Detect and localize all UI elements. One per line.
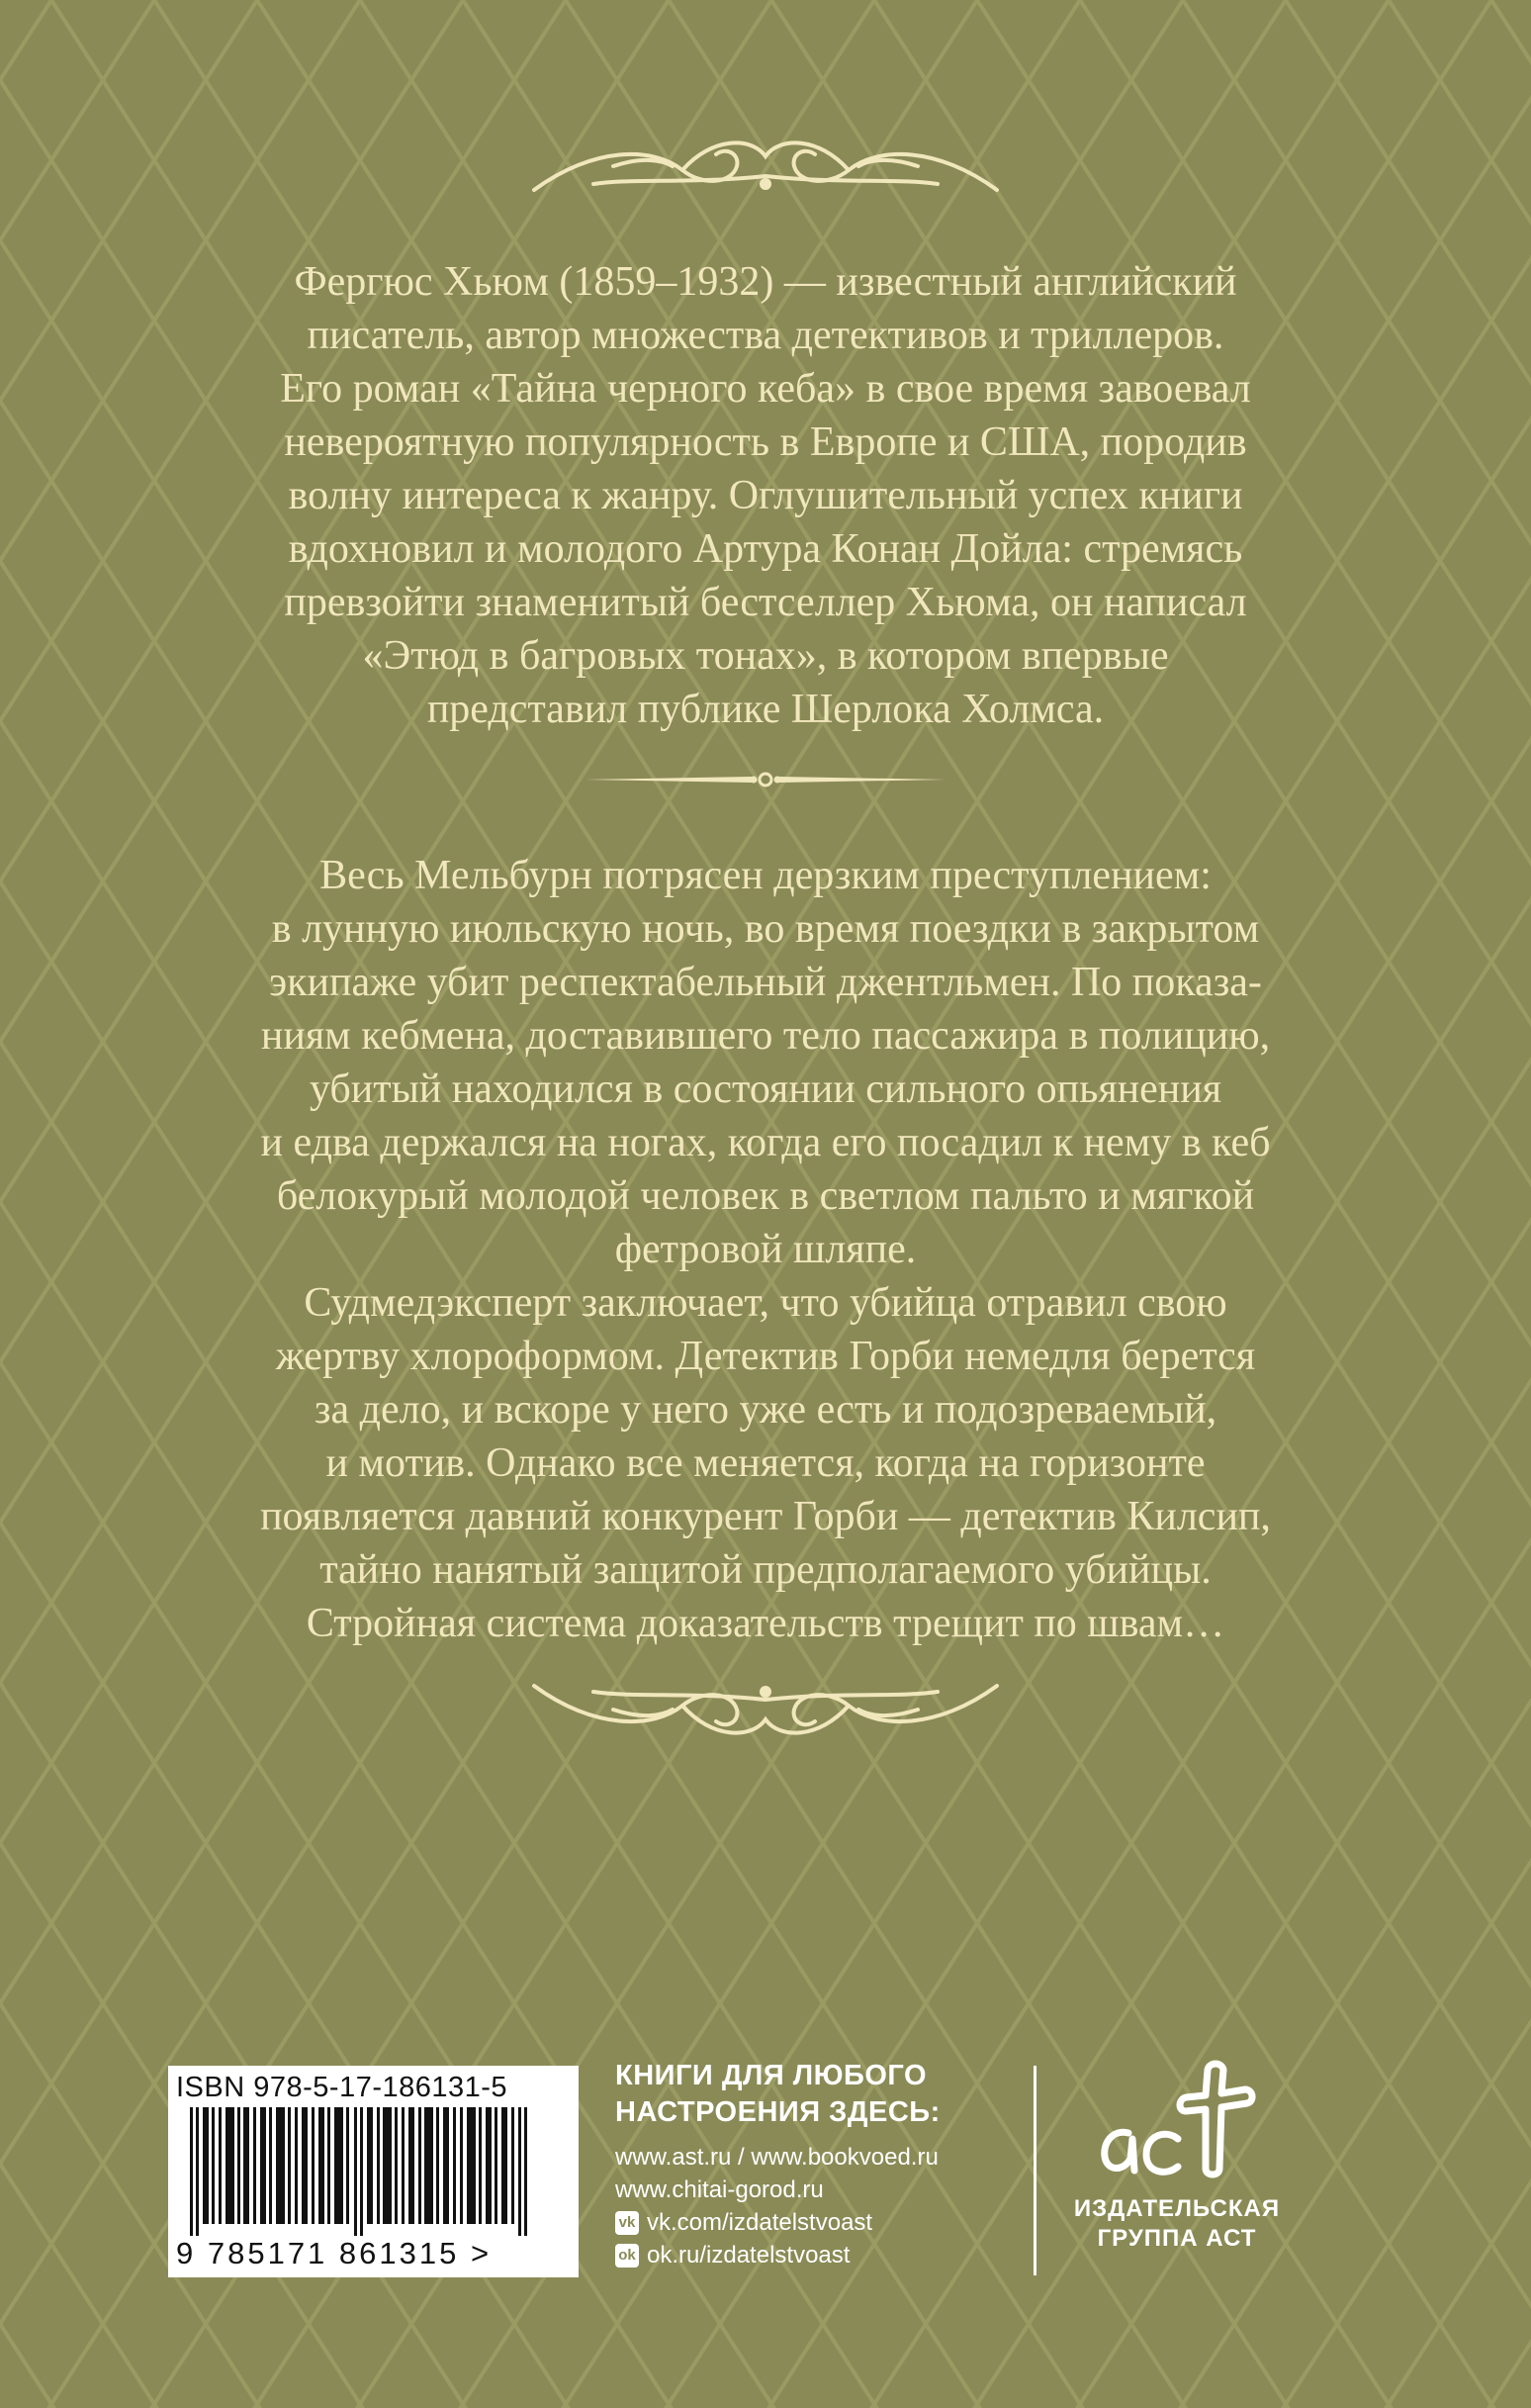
author-bio-line: волну интереса к жанру. Оглушительный успех книги (288, 473, 1243, 518)
author-bio-line: писатель, автор множества детективов и триллеров. (307, 313, 1224, 358)
synopsis-line: экипаже убит респектабельный джентльмен. По показа- (269, 960, 1262, 1005)
author-bio-line: Его роман «Тайна черного кеба» в свое время завоевал (280, 366, 1251, 412)
author-bio-line: Фергюс Хьюм (1859–1932) — известный английский (294, 259, 1237, 305)
publisher-name-line: ГРУППА АСТ (1097, 2225, 1257, 2252)
synopsis-line: белокурый молодой человек в светлом пальто и мягкой (276, 1173, 1255, 1219)
promo-heading-line: НАСТРОЕНИЯ ЗДЕСЬ: (615, 2096, 941, 2128)
synopsis-line: и едва держался на ногах, когда его посадил к нему в кеб (260, 1120, 1271, 1165)
author-bio-line: невероятную популярность в Европе и США, породив (284, 419, 1247, 465)
barcode-icon (176, 2107, 552, 2236)
ast-logo-icon (1083, 2060, 1271, 2188)
promo-block (615, 2058, 1011, 2271)
synopsis-line: тайно нанятый защитой предполагаемого убийцы. (319, 1547, 1212, 1593)
synopsis-line: Весь Мельбурн потрясен дерзким преступлением: (319, 853, 1212, 898)
author-bio-line: вдохновил и молодого Артура Конан Дойла: стремясь (288, 526, 1243, 572)
website-links-1[interactable]: www.ast.ru / www.bookvoed.ru (615, 2144, 939, 2171)
top-ornament (0, 127, 1531, 206)
ok-link[interactable] (615, 2239, 1011, 2271)
barcode-digits: 9 785171 861315 > (176, 2236, 493, 2270)
promo-heading-line: КНИГИ ДЛЯ ЛЮБОГО (615, 2060, 928, 2091)
synopsis-line: Судмедэксперт заключает, что убийца отравил свою (304, 1280, 1227, 1326)
synopsis-line: ниям кебмена, доставившего тело пассажира в полицию, (260, 1013, 1271, 1059)
synopsis-line: Стройная система доказательств трещит по швам… (306, 1601, 1225, 1646)
author-bio-line: превзойти знаменитый бестселлер Хьюма, он написал (284, 580, 1247, 625)
synopsis-line: жертву хлороформом. Детектив Горби немедля берется (275, 1334, 1256, 1379)
author-bio-line: представил публике Шерлока Холмса. (426, 687, 1105, 732)
vertical-divider (1034, 2066, 1036, 2275)
author-bio (148, 255, 1383, 736)
vk-link[interactable] (615, 2206, 1011, 2239)
promo-heading (615, 2058, 1011, 2131)
vk-icon: vk (615, 2211, 639, 2235)
author-bio-line: «Этюд в багровых тонах», в котором впервые (362, 633, 1169, 679)
publisher-name (1058, 2194, 1296, 2254)
synopsis-line: и мотив. Однако все меняется, когда на горизонте (325, 1440, 1206, 1486)
publisher-name-line: ИЗДАТЕЛЬСКАЯ (1073, 2195, 1281, 2222)
middle-divider-ornament (0, 764, 1531, 793)
website-link-2[interactable]: www.chitai-gorod.ru (615, 2176, 824, 2203)
ok-link-text: ok.ru/izdatelstvoast (647, 2242, 851, 2269)
synopsis-line: убитый находился в состоянии сильного опьянения (309, 1066, 1222, 1112)
ok-icon: ok (615, 2244, 639, 2268)
synopsis-line: за дело, и вскоре у него уже есть и подозреваемый, (314, 1387, 1217, 1433)
barcode-block (168, 2066, 579, 2277)
synopsis-line: появляется давний конкурент Горби — детектив Килсип, (260, 1494, 1271, 1539)
publisher-block (1058, 2060, 1296, 2254)
synopsis-line: фетровой шляпе. (614, 1227, 917, 1272)
isbn-label: ISBN 978-5-17-186131-5 (176, 2072, 508, 2103)
synopsis-line: в лунную июльскую ночь, во время поездки в закрытом (271, 906, 1260, 952)
vk-link-text: vk.com/izdatelstvoast (647, 2209, 873, 2236)
book-synopsis (148, 849, 1383, 1650)
bottom-ornament (0, 1670, 1531, 1749)
